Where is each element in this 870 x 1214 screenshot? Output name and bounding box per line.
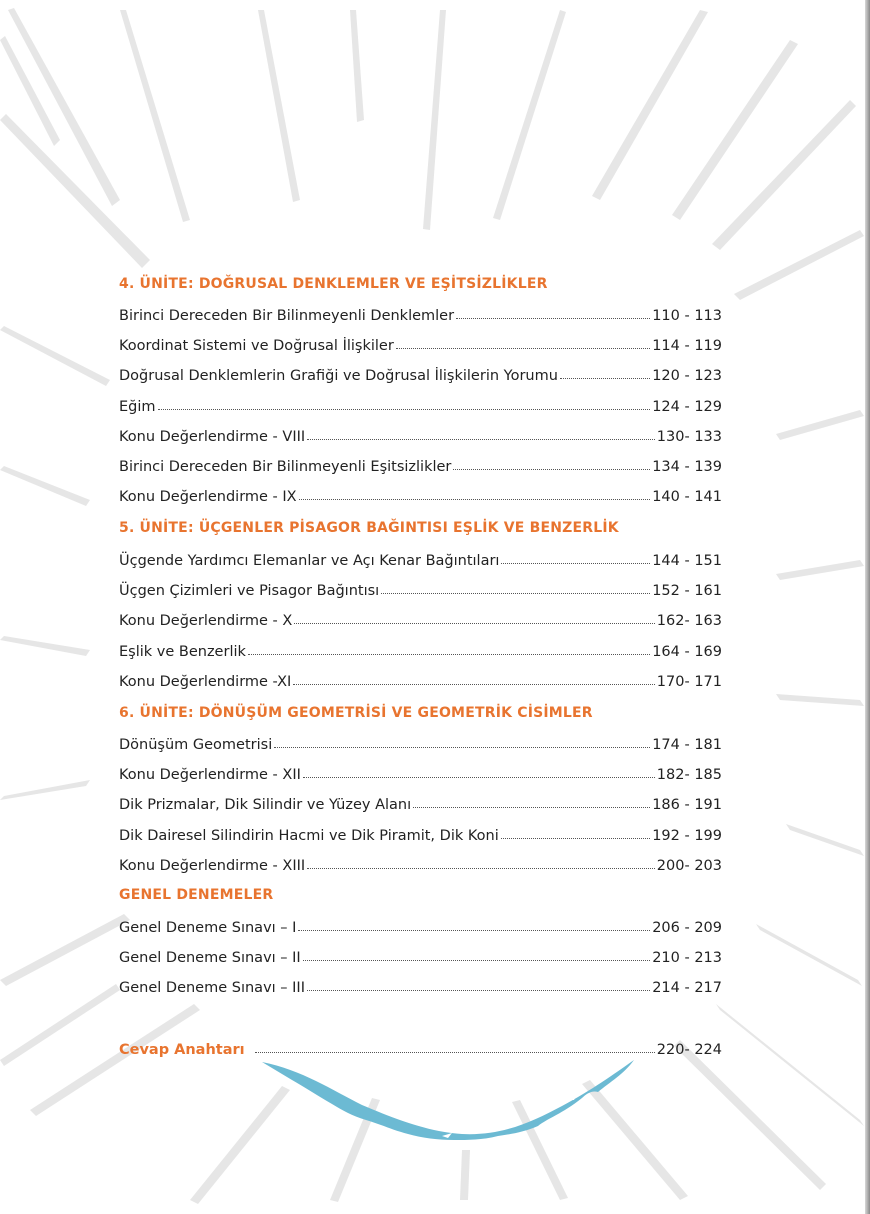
toc-entry[interactable]	[119, 733, 722, 753]
dot-leader	[158, 408, 651, 410]
entry-title: Dönüşüm Geometrisi	[119, 737, 273, 753]
dot-leader	[307, 989, 650, 991]
entry-title: Konu Değerlendirme - IX	[119, 489, 297, 506]
dot-leader	[456, 317, 650, 319]
entry-pages: 124 - 129	[652, 398, 722, 415]
dot-leader	[501, 837, 650, 839]
toc-entry[interactable]	[119, 793, 722, 813]
entry-pages: 152 - 161	[652, 583, 722, 600]
entry-pages: 130- 133	[656, 428, 722, 445]
toc-entry[interactable]	[119, 334, 722, 354]
dot-leader	[274, 746, 650, 748]
dot-leader	[307, 438, 655, 440]
entry-title: Genel Deneme Sınavı – I	[119, 920, 297, 936]
toc-entry[interactable]	[119, 946, 722, 966]
dot-leader	[303, 959, 650, 961]
entry-pages: 186 - 191	[652, 797, 722, 814]
toc-entry[interactable]	[119, 455, 722, 475]
entry-title: Konu Değerlendirme -XI	[119, 673, 292, 690]
entry-title: Konu Değerlendirme - X	[119, 613, 293, 630]
toc-entry[interactable]	[119, 854, 722, 874]
entry-title: Üçgen Çizimleri ve Pisagor Bağıntısı	[119, 583, 380, 600]
toc-entry[interactable]	[119, 579, 722, 599]
dot-leader	[501, 562, 650, 564]
entry-title: Eğim	[119, 398, 156, 415]
dot-leader	[396, 347, 650, 349]
entry-title: Üçgende Yardımcı Elemanlar ve Açı Kenar Bağıntıları	[119, 553, 500, 569]
answer-key-pages: 220- 224	[656, 1042, 722, 1058]
toc-entry[interactable]	[119, 670, 722, 690]
dot-leader	[413, 806, 650, 808]
entry-title: Dik Prizmalar, Dik Silindir ve Yüzey Alanı	[119, 797, 412, 814]
dot-leader	[307, 867, 655, 869]
entry-title: Doğrusal Denklemlerin Grafiği ve Doğrusal İlişkilerin Yorumu	[119, 368, 558, 385]
dot-leader	[381, 592, 650, 594]
dot-leader	[299, 498, 651, 500]
entry-title: Konu Değerlendirme - XIII	[119, 857, 306, 874]
toc-entry[interactable]	[119, 485, 722, 505]
entry-pages: 140 - 141	[652, 489, 722, 506]
entry-pages: 110 - 113	[652, 308, 722, 324]
entry-pages: 170- 171	[656, 673, 722, 690]
dot-leader	[303, 776, 655, 778]
unit-heading: GENEL DENEMELER	[119, 887, 274, 903]
unit-heading: 4. ÜNİTE: DOĞRUSAL DENKLEMLER VE EŞİTSİZLİKLER	[119, 276, 548, 292]
toc-entry[interactable]	[119, 763, 722, 783]
blue-brush-stroke	[262, 1060, 634, 1142]
toc-entry[interactable]	[119, 976, 722, 996]
toc-entry[interactable]	[119, 395, 722, 415]
entry-title: Birinci Dereceden Bir Bilinmeyenli Denklemler	[119, 308, 455, 324]
entry-title: Dik Dairesel Silindirin Hacmi ve Dik Piramit, Dik Koni	[119, 827, 499, 844]
entry-title: Konu Değerlendirme - XII	[119, 767, 301, 784]
toc-entry[interactable]	[119, 916, 722, 936]
dot-leader	[293, 683, 655, 685]
entry-title: Eşlik ve Benzerlik	[119, 643, 246, 660]
toc-entry[interactable]	[119, 425, 722, 445]
entry-title: Birinci Dereceden Bir Bilinmeyenli Eşitsizlikler	[119, 459, 452, 475]
entry-pages: 174 - 181	[652, 737, 722, 753]
toc-entry[interactable]	[119, 640, 722, 660]
dot-leader	[255, 1051, 655, 1053]
toc-entry[interactable]	[119, 824, 722, 844]
entry-pages: 182- 185	[656, 767, 722, 784]
toc-entry[interactable]	[119, 609, 722, 629]
entry-pages: 206 - 209	[652, 920, 722, 936]
toc-entry[interactable]	[119, 549, 722, 569]
dot-leader	[294, 622, 654, 624]
entry-pages: 144 - 151	[652, 553, 722, 569]
dot-leader	[453, 468, 650, 470]
entry-title: Koordinat Sistemi ve Doğrusal İlişkiler	[119, 338, 394, 355]
toc-entry[interactable]	[119, 304, 722, 324]
dot-leader	[298, 929, 650, 931]
entry-pages: 200- 203	[656, 857, 722, 874]
entry-pages: 192 - 199	[652, 827, 722, 844]
dot-leader	[248, 653, 650, 655]
dot-leader	[560, 377, 650, 379]
unit-heading: 6. ÜNİTE: DÖNÜŞÜM GEOMETRİSİ VE GEOMETRİK CİSİMLER	[119, 705, 593, 721]
entry-pages: 114 - 119	[652, 338, 722, 355]
entry-pages: 214 - 217	[652, 980, 722, 997]
answer-key-entry[interactable]	[119, 1038, 722, 1058]
entry-title: Genel Deneme Sınavı – III	[119, 980, 305, 997]
toc-entry[interactable]	[119, 364, 722, 384]
entry-pages: 162- 163	[656, 613, 722, 630]
entry-pages: 120 - 123	[652, 368, 722, 385]
entry-pages: 210 - 213	[652, 950, 722, 967]
answer-key-title: Cevap Anahtarı	[119, 1042, 245, 1058]
entry-pages: 134 - 139	[652, 459, 722, 475]
page-edge	[865, 0, 870, 1214]
unit-heading: 5. ÜNİTE: ÜÇGENLER PİSAGOR BAĞINTISI EŞLİK VE BENZERLİK	[119, 520, 619, 536]
entry-title: Genel Deneme Sınavı – II	[119, 950, 301, 967]
entry-title: Konu Değerlendirme - VIII	[119, 428, 306, 445]
entry-pages: 164 - 169	[652, 643, 722, 660]
